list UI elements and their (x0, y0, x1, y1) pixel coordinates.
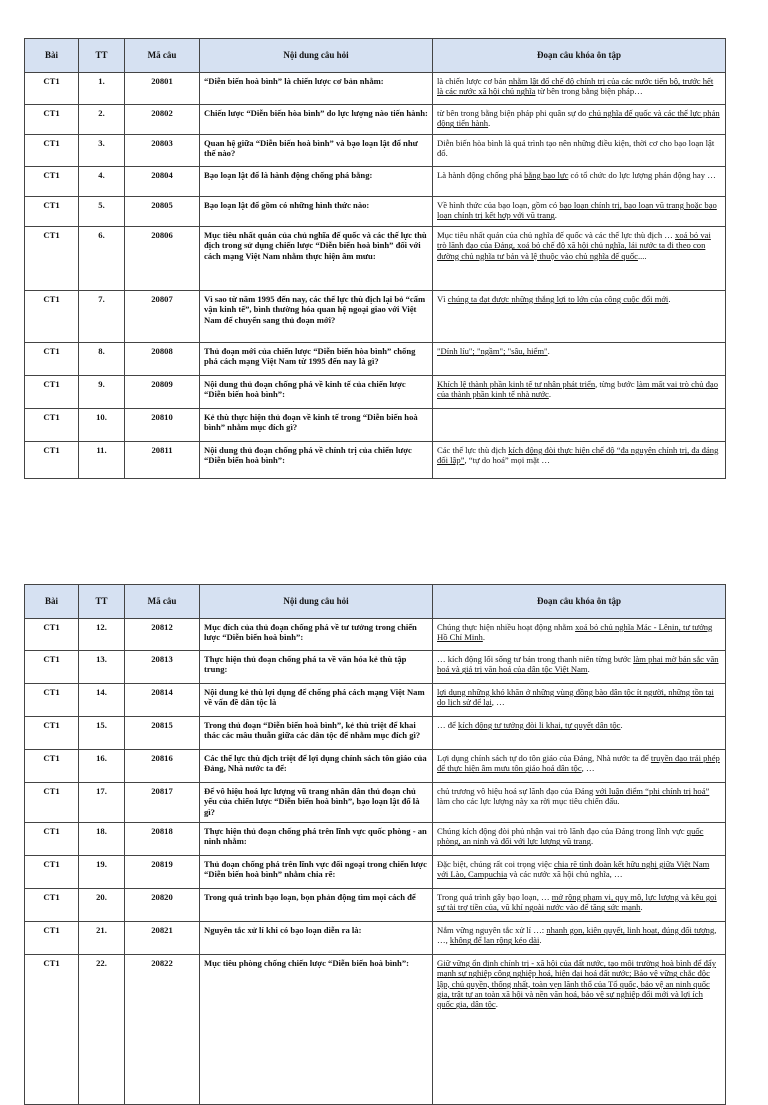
cell-question: Nội dung thủ đoạn chống phá về kinh tế của chiến lược “Diễn biến hoà bình”: (200, 376, 433, 409)
key-text: Về hình thức của bạo loạn, gồm có (437, 200, 560, 210)
key-text: .... (637, 250, 647, 261)
table-row (25, 619, 726, 651)
cell-bai: CT1 (25, 409, 79, 442)
key-text: . (640, 902, 643, 913)
key-phrase-underlined: chủ nghĩa đế quốc và các thế lực phản động tiến hành (437, 108, 720, 129)
key-phrase-underlined: không để lan rộng kéo dài (449, 935, 540, 946)
cell-ma-cau: 20818 (125, 823, 200, 856)
cell-bai: CT1 (25, 291, 79, 343)
cell-bai: CT1 (25, 227, 79, 291)
cell-tt: 8. (79, 343, 125, 376)
key-phrase-underlined: làm mất vai trò chủ đạo của thành phần kinh tế nhà nước (437, 379, 719, 400)
key-text: Diễn biến hòa bình là quá trình tạo nên những điều kiện, thời cơ cho bạo loạn lật đổ. (437, 138, 715, 159)
cell-tt: 13. (79, 651, 125, 684)
cell-key-passage (433, 343, 726, 376)
cell-question: Mục tiêu nhất quán của chủ nghĩa đế quốc và các thế lực thù địch trong sử dụng chiến lược “Diễn biến hoà bình” đối với cách mạng Việt Nam nhằm thực hiện âm mưu: (200, 227, 433, 291)
key-text: . (482, 632, 485, 643)
table-row (25, 73, 726, 105)
cell-bai: CT1 (25, 889, 79, 922)
cell-question: Thủ đoạn mới của chiến lược “Diễn biến hòa bình” chống phá cách mạng Việt Nam từ 1995 đến nay là gì? (200, 343, 433, 376)
key-text: Đặc biệt, chúng rất coi trọng việc (437, 859, 554, 869)
key-text: . (488, 118, 491, 129)
cell-key-passage (433, 856, 726, 889)
key-text: … để (437, 720, 459, 730)
header-ma-cau: Mã câu (125, 39, 200, 73)
key-text: . (495, 999, 498, 1010)
cell-question: Trong thủ đoạn “Diễn biến hoà bình”, kẻ thù triệt để khai thác các mâu thuẫn giữa các dân tộc để nhằm mục đích gì? (200, 717, 433, 750)
header-doan-cau: Đoạn câu khóa ôn tập (433, 39, 726, 73)
cell-key-passage (433, 922, 726, 955)
cell-bai: CT1 (25, 783, 79, 823)
table-row (25, 197, 726, 227)
key-text: … kích động lối sống tư bản trong thanh niên từng bước (437, 654, 634, 664)
header-doan-cau: Đoạn câu khóa ôn tập (433, 585, 726, 619)
cell-key-passage (433, 651, 726, 684)
question-table-2 (24, 584, 726, 1105)
cell-key-passage (433, 684, 726, 717)
cell-ma-cau: 20814 (125, 684, 200, 717)
key-text: , … (491, 697, 505, 708)
key-text: từ bên trong bằng biện pháp… (535, 86, 643, 97)
cell-key-passage (433, 750, 726, 783)
key-text: . (539, 935, 542, 946)
cell-key-passage (433, 409, 726, 442)
cell-question: Để vô hiệu hoá lực lượng vũ trang nhân dân thủ đoạn chủ yếu của chiến lược “Diễn biến hoà bình”, bạo loạn lật đổ là gì? (200, 783, 433, 823)
key-phrase-underlined: bạo loạn chính trị, bạo loạn vũ trang hoặc bạo loạn chính trị kết hợp với vũ trang (437, 200, 717, 221)
key-text: . (547, 346, 550, 356)
header-tt: TT (79, 39, 125, 73)
cell-tt: 21. (79, 922, 125, 955)
key-text: Các thế lực thù địch (437, 445, 509, 455)
cell-tt: 17. (79, 783, 125, 823)
cell-ma-cau: 20811 (125, 442, 200, 479)
cell-tt: 16. (79, 750, 125, 783)
key-phrase-underlined: kích động đòi thực hiện chế độ “đa nguyên chính trị, đa đảng đối lập” (437, 445, 719, 466)
cell-bai: CT1 (25, 343, 79, 376)
table-row (25, 783, 726, 823)
cell-key-passage (433, 227, 726, 291)
cell-key-passage (433, 105, 726, 135)
cell-ma-cau: 20822 (125, 955, 200, 1105)
key-phrase-underlined: "Dính líu"; "ngầm"; "sâu, hiểm" (437, 346, 548, 356)
cell-question: Nội dung thủ đoạn chống phá về chính trị của chiến lược “Diễn biến hoà bình”: (200, 442, 433, 479)
cell-ma-cau: 20805 (125, 197, 200, 227)
header-bai: Bài (25, 585, 79, 619)
table-row (25, 651, 726, 684)
key-text: Trong quá trình gây bạo loạn, … (437, 892, 552, 902)
cell-key-passage (433, 197, 726, 227)
table-row (25, 442, 726, 479)
key-text: . (554, 210, 557, 221)
cell-question: Chiến lược “Diễn biến hòa bình” do lực lượng nào tiến hành: (200, 105, 433, 135)
cell-ma-cau: 20810 (125, 409, 200, 442)
cell-key-passage (433, 135, 726, 167)
key-phrase-underlined: với luận điểm “phi chính trị hoá” (595, 786, 710, 796)
cell-ma-cau: 20804 (125, 167, 200, 197)
cell-bai: CT1 (25, 105, 79, 135)
key-phrase-underlined: Khích lệ thành phần kinh tế tư nhân phát triển (437, 379, 596, 389)
table-row (25, 717, 726, 750)
cell-bai: CT1 (25, 750, 79, 783)
cell-question: Các thế lực thù địch triệt để lợi dụng chính sách tôn giáo của Đảng, Nhà nước ta để: (200, 750, 433, 783)
key-phrase-underlined: lợi dụng những khó khăn ở những vùng đồng bào dân tộc ít người, những tồn tại do lịch sử để lại (437, 687, 714, 708)
key-phrase-underlined: quốc phòng, an ninh và đối với lực lượng vũ trang (437, 826, 704, 847)
key-text: , … (581, 763, 595, 774)
cell-key-passage (433, 167, 726, 197)
cell-question: Nguyên tắc xử lí khi có bạo loạn diễn ra là: (200, 922, 433, 955)
cell-tt: 1. (79, 73, 125, 105)
cell-tt: 2. (79, 105, 125, 135)
cell-key-passage (433, 442, 726, 479)
table-row (25, 750, 726, 783)
cell-bai: CT1 (25, 442, 79, 479)
cell-tt: 15. (79, 717, 125, 750)
key-text: , từng bước (595, 379, 637, 389)
table-row (25, 684, 726, 717)
cell-ma-cau: 20807 (125, 291, 200, 343)
key-text: chủ trương vô hiệu hoá sự lãnh đạo của Đảng (437, 786, 596, 796)
cell-tt: 10. (79, 409, 125, 442)
key-text: Lợi dụng chính sách tự do tôn giáo của Đảng, Nhà nước ta để (437, 753, 651, 763)
key-text: Nắm vững nguyên tắc xử lí …: (437, 925, 547, 935)
table-row (25, 856, 726, 889)
key-phrase-underlined: làm phai mờ bản sắc văn hoá và giá trị văn hoá của dân tộc Việt Nam (437, 654, 719, 675)
key-phrase-underlined: xoá bỏ vai trò lãnh đạo của Đảng, xoá bỏ chế độ xã hội chủ nghĩa, lái nước ta đi theo con đường chủ nghĩa tư bản và lệ thuộc vào chủ nghĩa đế quốc (437, 230, 711, 261)
cell-ma-cau: 20813 (125, 651, 200, 684)
cell-tt: 19. (79, 856, 125, 889)
cell-tt: 20. (79, 889, 125, 922)
table-header-row (25, 585, 726, 619)
cell-question: Thực hiện thủ đoạn chống phá ta về văn hóa kẻ thù tập trung: (200, 651, 433, 684)
table-body-2 (25, 619, 726, 1105)
cell-question: Trong quá trình bạo loạn, bọn phản động tìm mọi cách để (200, 889, 433, 922)
cell-bai: CT1 (25, 717, 79, 750)
cell-ma-cau: 20809 (125, 376, 200, 409)
cell-tt: 5. (79, 197, 125, 227)
key-text: từ bên trong bằng biện pháp phi quân sự do (437, 108, 589, 118)
cell-tt: 18. (79, 823, 125, 856)
cell-ma-cau: 20803 (125, 135, 200, 167)
cell-tt: 3. (79, 135, 125, 167)
cell-key-passage (433, 291, 726, 343)
question-table-1 (24, 38, 726, 479)
key-text: Chúng thực hiện nhiều hoạt động nhằm (437, 622, 576, 632)
table-row (25, 135, 726, 167)
cell-bai: CT1 (25, 651, 79, 684)
table-header-row (25, 39, 726, 73)
table-row (25, 922, 726, 955)
cell-ma-cau: 20808 (125, 343, 200, 376)
cell-tt: 9. (79, 376, 125, 409)
cell-bai: CT1 (25, 684, 79, 717)
cell-bai: CT1 (25, 197, 79, 227)
cell-question: “Diễn biến hoà bình” là chiến lược cơ bản nhằm: (200, 73, 433, 105)
cell-tt: 14. (79, 684, 125, 717)
key-text: . (620, 720, 623, 730)
table-row (25, 409, 726, 442)
cell-tt: 6. (79, 227, 125, 291)
cell-ma-cau: 20806 (125, 227, 200, 291)
cell-ma-cau: 20816 (125, 750, 200, 783)
cell-bai: CT1 (25, 823, 79, 856)
key-phrase-underlined: truyền đạo trái phép để thực hiện âm mưu tôn giáo hoá dân tộc (437, 753, 720, 774)
cell-tt: 7. (79, 291, 125, 343)
cell-key-passage (433, 73, 726, 105)
key-text: và các nước xã hội chủ nghĩa, … (507, 869, 623, 880)
key-text: Vì (437, 294, 448, 304)
key-phrase-underlined: nhằm lật đổ chế độ chính trị của các nước tiến bộ, trước hết là các nước xã hội chủ nghĩa (437, 76, 714, 97)
header-noi-dung: Nội dung câu hỏi (200, 585, 433, 619)
key-text: . (590, 836, 594, 847)
key-text: là chiến lược cơ bản (437, 76, 509, 86)
cell-ma-cau: 20819 (125, 856, 200, 889)
cell-key-passage (433, 376, 726, 409)
cell-question: Bạo loạn lật đổ gồm có những hình thức nào: (200, 197, 433, 227)
key-phrase-underlined: xoá bỏ chủ nghĩa Mác - Lênin, tư tưởng Hồ Chí Minh (437, 622, 713, 643)
cell-tt: 22. (79, 955, 125, 1105)
header-bai: Bài (25, 39, 79, 73)
cell-question: Quan hệ giữa “Diễn biến hoà bình” và bạo loạn lật đổ như thế nào? (200, 135, 433, 167)
table-row (25, 227, 726, 291)
table-row (25, 955, 726, 1105)
cell-question: Nội dung kẻ thù lợi dụng để chống phá cách mạng Việt Nam về vấn đề dân tộc là (200, 684, 433, 717)
table-row (25, 823, 726, 856)
cell-bai: CT1 (25, 856, 79, 889)
key-phrase-underlined: bằng bạo lực (524, 170, 569, 180)
key-text: Mục tiêu nhất quán của chủ nghĩa đế quốc và các thế lực thù địch … (437, 230, 676, 240)
cell-bai: CT1 (25, 619, 79, 651)
key-text: , …, (437, 925, 717, 946)
key-phrase-underlined: chúng ta đạt được những thắng lợi to lớn của công cuộc đổi mới (447, 294, 669, 304)
cell-ma-cau: 20820 (125, 889, 200, 922)
cell-bai: CT1 (25, 167, 79, 197)
cell-ma-cau: 20801 (125, 73, 200, 105)
key-text: có tổ chức do lực lượng phản động hay … (568, 170, 716, 180)
cell-key-passage (433, 619, 726, 651)
table-row (25, 376, 726, 409)
key-text: , “tự do hoá” mọi mặt … (464, 455, 551, 466)
cell-ma-cau: 20802 (125, 105, 200, 135)
cell-key-passage (433, 717, 726, 750)
cell-question: Thực hiện thủ đoạn chống phá trên lĩnh vực quốc phòng - an ninh nhằm: (200, 823, 433, 856)
table-row (25, 889, 726, 922)
cell-bai: CT1 (25, 922, 79, 955)
key-text: . (548, 389, 551, 400)
cell-tt: 11. (79, 442, 125, 479)
cell-tt: 12. (79, 619, 125, 651)
key-text: Chúng kích động đòi phủ nhận vai trò lãnh đạo của Đảng trong lĩnh vực (437, 826, 687, 836)
cell-bai: CT1 (25, 135, 79, 167)
cell-question: Bạo loạn lật đổ là hành động chống phá bằng: (200, 167, 433, 197)
cell-question: Mục đích của thủ đoạn chống phá về tư tưởng trong chiến lược “Diễn biến hoà bình”: (200, 619, 433, 651)
cell-key-passage (433, 955, 726, 1105)
cell-ma-cau: 20821 (125, 922, 200, 955)
cell-key-passage (433, 823, 726, 856)
cell-bai: CT1 (25, 73, 79, 105)
cell-question: Kẻ thù thực hiện thủ đoạn về kinh tế trong “Diễn biến hoà bình” nhằm mục đích gì? (200, 409, 433, 442)
header-tt: TT (79, 585, 125, 619)
table-row (25, 343, 726, 376)
cell-ma-cau: 20817 (125, 783, 200, 823)
cell-question: Vì sao từ năm 1995 đến nay, các thế lực thù địch lại bỏ “cấm vận kinh tế”, bình thường hóa quan hệ ngoại giao với Việt Nam để chuyển sang thủ đoạn mới? (200, 291, 433, 343)
header-noi-dung: Nội dung câu hỏi (200, 39, 433, 73)
key-text: Là hành động chống phá (437, 170, 525, 180)
table-row (25, 291, 726, 343)
cell-bai: CT1 (25, 376, 79, 409)
cell-key-passage (433, 889, 726, 922)
cell-ma-cau: 20812 (125, 619, 200, 651)
cell-question: Thủ đoạn chống phá trên lĩnh vực đối ngoại trong chiến lược “Diễn biến hoà bình” nhằm chia rẽ: (200, 856, 433, 889)
key-phrase-underlined: chia rẽ tình đoàn kết hữu nghị giữa Việt Nam với Lào, Campuchia (437, 859, 710, 880)
key-phrase-underlined: kích động tư tưởng đòi li khai, tự quyết dân tộc (458, 720, 621, 730)
table-body-1 (25, 73, 726, 479)
key-phrase-underlined: nhanh gọn, kiên quyết, linh hoạt, đúng đối tượng (546, 925, 715, 935)
table-row (25, 105, 726, 135)
key-phrase-underlined: mở rộng phạm vi, quy mô, lực lượng và kêu gọi sự tài trợ tiền của, vũ khí ngoài nước vào để tăng sức mạnh (437, 892, 717, 913)
cell-tt: 4. (79, 167, 125, 197)
cell-bai: CT1 (25, 955, 79, 1105)
cell-key-passage (433, 783, 726, 823)
cell-ma-cau: 20815 (125, 717, 200, 750)
key-text: . (587, 664, 590, 675)
cell-question: Mục tiêu phòng chống chiến lược “Diễn biến hoà bình”: (200, 955, 433, 1105)
key-text: . (668, 294, 671, 304)
header-ma-cau: Mã câu (125, 585, 200, 619)
key-text: làm cho các lực lượng này xa rời mục tiêu chiến đấu. (437, 796, 620, 807)
key-phrase-underlined: Giữ vững ổn định chính trị - xã hội của đất nước, tạo môi trường hoà bình để đẩy mạnh sự nghiệp công nghiệp hoá, hiện đại hoá đất nước; Bảo vệ vững chắc độc lập, chủ quyền, thống nhất, toàn vẹn lãnh thổ của Tổ quốc, bảo vệ an ninh quốc gia, trật tự an toàn xã hội và nền văn hoá, bảo vệ sự nghiệp đổi mới và lợi ích quốc gia, dân tộc (437, 958, 717, 1010)
table-row (25, 167, 726, 197)
